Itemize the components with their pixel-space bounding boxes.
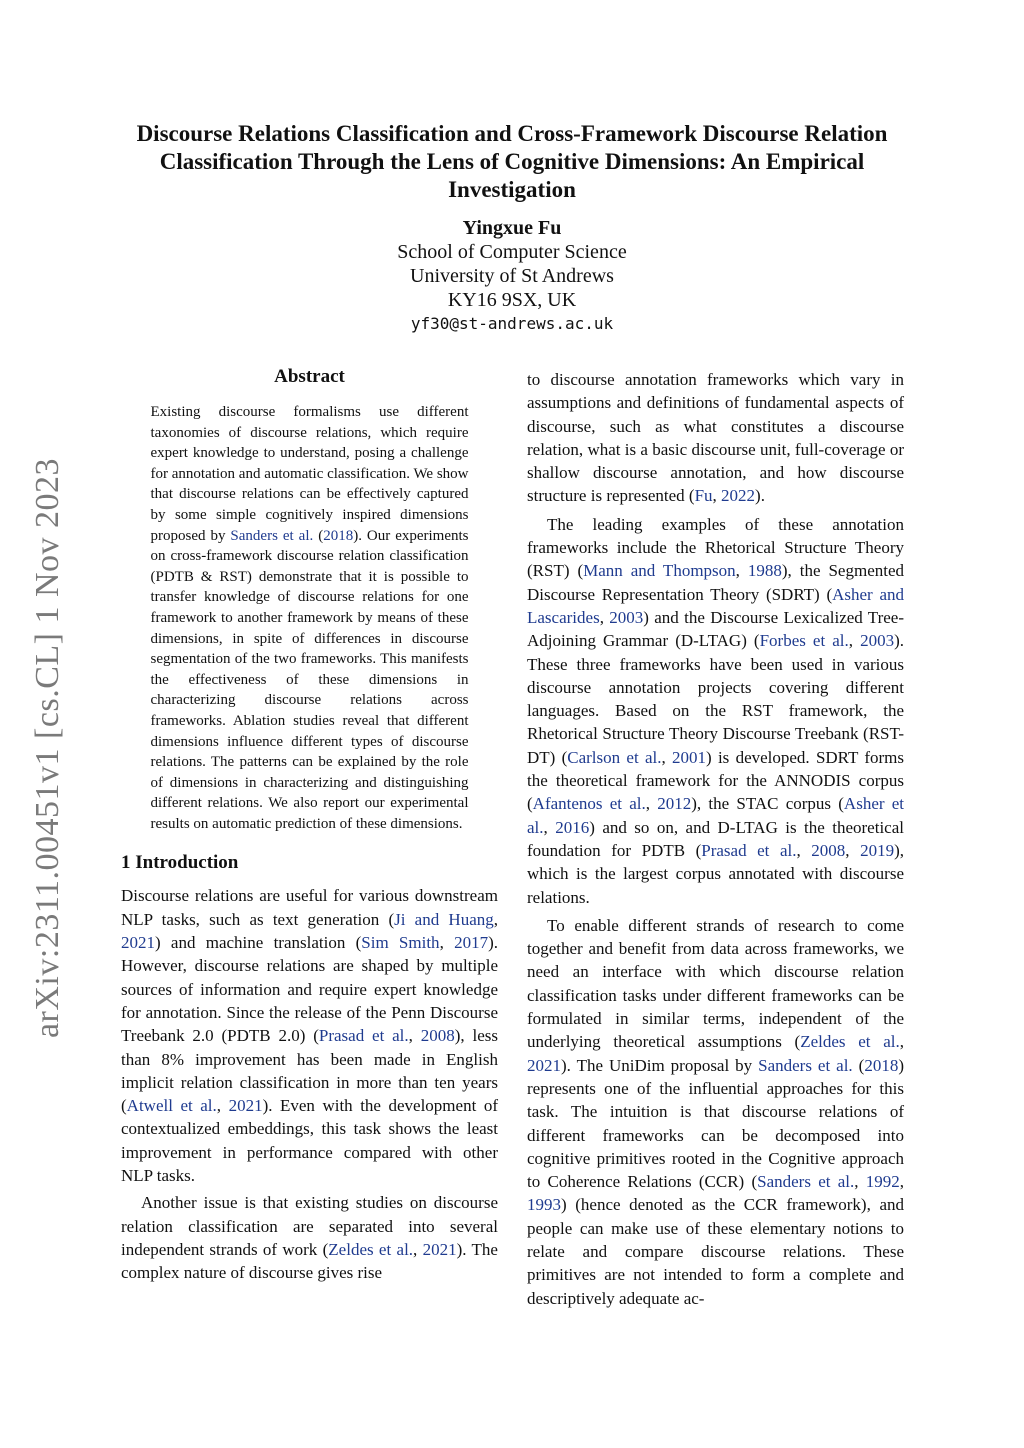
abstract-heading: Abstract xyxy=(274,366,345,387)
right-paragraph-1: to discourse annotation frameworks which vary in assumptions and definitions of fundamental aspects of discourse, such as what constitutes a discourse relation, what is a basic discourse unit, full-coverage or shallow discourse annotation, and how discourse structure is represented (Fu, 2022). xyxy=(527,370,904,506)
citation-link[interactable]: 2016 xyxy=(555,817,590,837)
citation-link[interactable]: Prasad et al. xyxy=(701,840,797,860)
citation-link[interactable]: 1993 xyxy=(527,1195,561,1215)
citation-link[interactable]: Ji and Huang xyxy=(394,909,494,929)
citation-link[interactable]: Prasad et al. xyxy=(318,1026,409,1046)
citation-link[interactable]: 2021 xyxy=(527,1055,561,1075)
author-university: University of St Andrews xyxy=(410,265,614,287)
citation-link[interactable]: 2021 xyxy=(228,1096,263,1116)
arxiv-identifier: arXiv:2311.00451v1 [cs.CL] 1 Nov 2023 xyxy=(29,457,66,1038)
citation-link[interactable]: Afantenos et al. xyxy=(532,794,646,814)
citation-link[interactable]: 2017 xyxy=(454,933,489,953)
citation-link[interactable]: Zeldes et al. xyxy=(328,1239,414,1259)
right-paragraph-3: To enable different strands of research to come together and benefit from data across frameworks, we need an interface with which discourse relation classification tasks under different frameworks can be formulated in similar terms, independent of the underlying theoretical assumptions (Zeldes et al., 2021). The UniDim proposal by Sanders et al. (2018) represents one of the influential approaches for this task. The intuition is that discourse relations of different frameworks can be decomposed into cognitive primitives rooted in the Cognitive approach to Coherence Relations (CCR) (Sanders et al., 1992, 1993) (hence denoted as the CCR framework), and people can make use of these elementary notions to relate and compare discourse relations. These primitives are not intended to form a complete and descriptively adequate ac- xyxy=(527,915,905,1308)
author-department: School of Computer Science xyxy=(397,241,627,263)
citation-link[interactable]: Zeldes et al. xyxy=(800,1032,900,1052)
right-paragraph-2: The leading examples of these annotation frameworks include the Rhetorical Structure Theory (RST) (Mann and Thompson, 1988), the Segmented Discourse Representation Theory (SDRT) (Asher and Lascarides, 2003) and the Discourse Lexicalized Tree-Adjoining Grammar (D-LTAG) (Forbes et al., 2003). These three frameworks have been used in various discourse annotation projects covering different languages. Based on the RST framework, the Rhetorical Structure Theory Discourse Treebank (RST-DT) (Carlson et al., 2001) is developed. SDRT forms the theoretical framework for the ANNODIS corpus (Afantenos et al., 2012), the STAC corpus (Asher et al., 2016) and so on, and D-LTAG is the theoretical foundation for PDTB (Prasad et al., 2008, 2019), which is the largest corpus annotated with discourse relations. xyxy=(527,514,905,907)
citation-link[interactable]: 2019 xyxy=(860,840,895,860)
citation-link[interactable]: 2003 xyxy=(609,607,644,627)
citation-link[interactable]: Fu xyxy=(694,486,713,506)
abstract-text: Existing discourse formalisms use different taxonomies of discourse relations, which require expert knowledge to understand, posing a challenge for annotation and automatic classification. We show that discourse relations can be effectively captured by some simple cognitively inspired dimensions proposed by Sanders et al. (2018). Our experiments on cross-framework discourse relation classification (PDTB & RST) demonstrate that it is possible to transfer knowledge of discourse relations for one framework to another framework by means of these dimensions, in spite of differences in discourse segmentation of the two frameworks. This manifests the effectiveness of these dimensions in characterizing discourse relations across frameworks. Ablation studies reveal that different dimensions influence different types of discourse relations. The patterns can be explained by the role of dimensions in characterizing and distinguishing different relations. We also report our experimental results on automatic prediction of these dimensions. xyxy=(150,404,469,832)
citation-link[interactable]: Sanders et al. xyxy=(758,1055,853,1075)
citation-link[interactable]: Sim Smith xyxy=(361,933,440,953)
citation-link[interactable]: Asher and Lascarides xyxy=(527,584,904,627)
citation-link[interactable]: 2021 xyxy=(422,1239,457,1259)
citation-link[interactable]: Asher et al. xyxy=(527,794,905,837)
citation-link[interactable]: Sanders et al. xyxy=(230,527,314,544)
citation-link[interactable]: Carlson et al. xyxy=(567,747,662,767)
author-address: KY16 9SX, UK xyxy=(447,289,577,311)
citation-link[interactable]: 2012 xyxy=(657,794,692,814)
intro-paragraph-1: Discourse relations are useful for various downstream NLP tasks, such as text generation (Ji and Huang, 2021) and machine translation (Sim Smith, 2017). However, discourse relations are shaped by multiple sources of information and require expert knowledge for annotation. Since the release of the Penn Discourse Treebank 2.0 (PDTB 2.0) (Prasad et al., 2008), less than 8% improvement has been made in English implicit relation classification in more than ten years (Atwell et al., 2021). Even with the development of contextualized embeddings, this task shows the least improvement in performance compared with other NLP tasks. xyxy=(121,886,498,1186)
citation-link[interactable]: Sanders et al. xyxy=(757,1172,855,1192)
section-heading-introduction: 1 Introduction xyxy=(121,852,239,874)
author-block xyxy=(120,216,904,336)
citation-link[interactable]: 2008 xyxy=(420,1026,455,1046)
paper-title: Discourse Relations Classification and Cross-Framework Discourse Relation Classification Through the Lens of Cognitive Dimensions: An Empirical Investigation xyxy=(136,121,888,202)
citation-link[interactable]: Forbes et al. xyxy=(759,631,849,651)
left-column xyxy=(121,366,498,1285)
citation-link[interactable]: Atwell et al. xyxy=(126,1096,217,1116)
citation-link[interactable]: 1992 xyxy=(865,1172,900,1192)
citation-link[interactable]: 2003 xyxy=(860,631,895,651)
right-column xyxy=(527,368,904,1310)
citation-link[interactable]: Mann and Thompson xyxy=(583,561,736,581)
citation-link[interactable]: 2008 xyxy=(811,840,846,860)
author-email: yf30@st-andrews.ac.uk xyxy=(410,314,614,333)
citation-link[interactable]: 1988 xyxy=(747,561,782,581)
arxiv-sidebar-stamp xyxy=(28,455,68,1040)
author-name: Yingxue Fu xyxy=(462,217,562,239)
citation-link[interactable]: 2018 xyxy=(864,1055,899,1075)
citation-link[interactable]: 2021 xyxy=(121,933,155,953)
citation-link[interactable]: 2001 xyxy=(672,747,707,767)
citation-link[interactable]: 2018 xyxy=(323,527,354,544)
intro-paragraph-2: Another issue is that existing studies on discourse relation classification are separated into several independent strands of work (Zeldes et al., 2021). The complex nature of discourse gives rise xyxy=(121,1193,498,1283)
citation-link[interactable]: 2022 xyxy=(721,486,756,506)
